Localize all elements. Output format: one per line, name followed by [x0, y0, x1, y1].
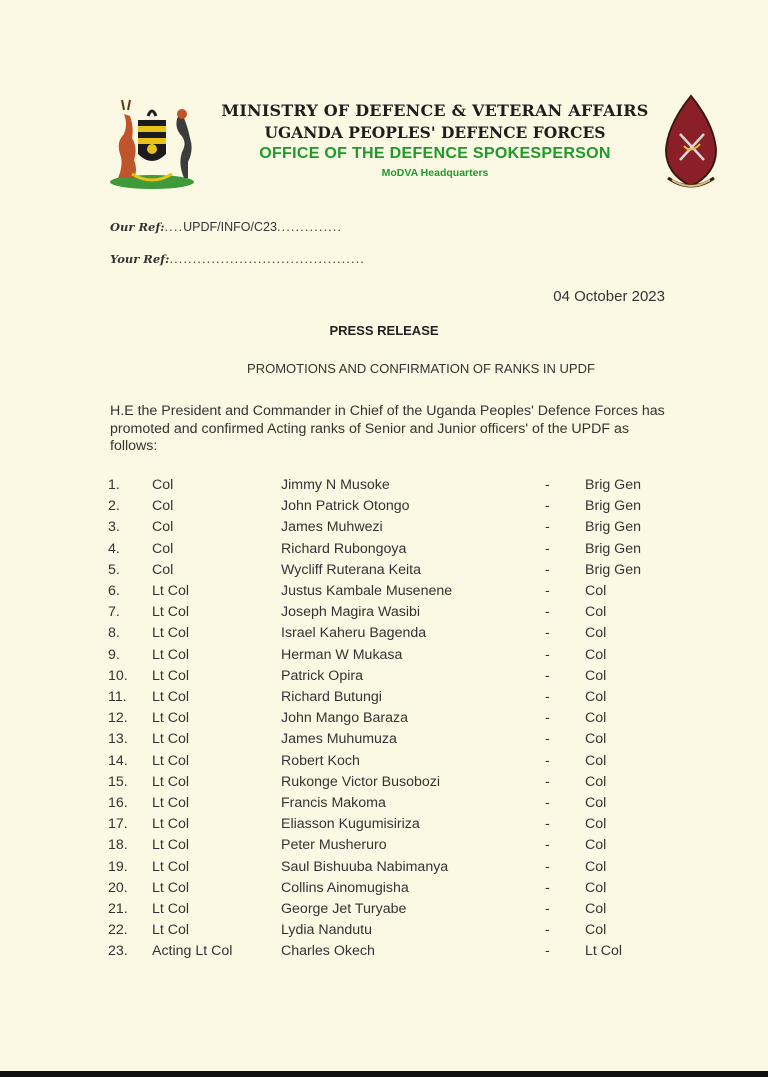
- item-number: 21.: [108, 901, 128, 917]
- new-rank: Col: [585, 816, 607, 833]
- item-number: 10.: [108, 667, 128, 684]
- list-item: [0, 625, 768, 646]
- officer-name: Israel Kaheru Bagenda: [281, 625, 427, 642]
- officer-name: John Mango Baraza: [281, 710, 408, 727]
- list-item: [0, 880, 768, 901]
- separator-dash: -: [545, 837, 550, 854]
- separator-dash: -: [545, 731, 550, 748]
- new-rank: Col: [585, 625, 607, 642]
- officer-name: James Muhwezi: [281, 519, 383, 536]
- current-rank: Col: [152, 519, 174, 536]
- separator-dash: -: [545, 646, 550, 663]
- new-rank: Col: [585, 731, 607, 748]
- new-rank: Col: [585, 752, 607, 769]
- officer-name: Richard Butungi: [281, 689, 382, 705]
- separator-dash: -: [545, 498, 550, 515]
- item-number: 23.: [108, 943, 128, 960]
- list-item: [0, 859, 768, 880]
- item-number: 12.: [108, 710, 128, 727]
- current-rank: Lt Col: [152, 837, 190, 854]
- current-rank: Lt Col: [152, 667, 190, 684]
- new-rank: Col: [585, 710, 607, 727]
- new-rank: Brig Gen: [585, 498, 641, 515]
- officer-name: Peter Musheruro: [281, 837, 387, 854]
- force-title: UGANDA PEOPLES' DEFENCE FORCES: [264, 123, 606, 142]
- new-rank: Col: [585, 646, 607, 663]
- bottom-edge: [0, 1071, 768, 1077]
- new-rank: Col: [585, 922, 607, 939]
- current-rank: Lt Col: [152, 625, 190, 642]
- current-rank: Acting Lt Col: [152, 943, 233, 960]
- list-item: [0, 837, 768, 858]
- officer-name: Jimmy N Musoke: [281, 477, 390, 493]
- current-rank: Col: [152, 561, 174, 578]
- separator-dash: -: [545, 477, 550, 493]
- release-date: 04 October 2023: [553, 288, 665, 305]
- list-item: [0, 710, 768, 731]
- new-rank: Brig Gen: [585, 561, 641, 578]
- current-rank: Lt Col: [152, 689, 190, 705]
- officer-name: Herman W Mukasa: [281, 646, 403, 663]
- list-item: [0, 498, 768, 519]
- our-ref-label: Our Ref:: [110, 220, 165, 234]
- current-rank: Lt Col: [152, 858, 190, 875]
- new-rank: Col: [585, 837, 607, 854]
- item-number: 4.: [108, 540, 120, 557]
- separator-dash: -: [545, 795, 550, 811]
- separator-dash: -: [545, 943, 550, 960]
- item-number: 14.: [108, 752, 128, 769]
- current-rank: Lt Col: [152, 583, 190, 599]
- item-number: 9.: [108, 646, 120, 663]
- current-rank: Lt Col: [152, 795, 190, 811]
- updf-emblem-icon: [660, 94, 722, 196]
- item-number: 16.: [108, 795, 128, 811]
- separator-dash: -: [545, 625, 550, 642]
- current-rank: Lt Col: [152, 752, 190, 769]
- new-rank: Col: [585, 858, 607, 875]
- current-rank: Lt Col: [152, 922, 190, 939]
- uganda-coat-of-arms-icon: [104, 94, 200, 192]
- officer-name: Robert Koch: [281, 752, 360, 769]
- officer-name: George Jet Turyabe: [281, 901, 407, 917]
- new-rank: Col: [585, 901, 607, 917]
- item-number: 7.: [108, 604, 120, 621]
- item-number: 15.: [108, 773, 128, 790]
- separator-dash: -: [545, 710, 550, 727]
- separator-dash: -: [545, 773, 550, 790]
- new-rank: Brig Gen: [585, 519, 641, 536]
- list-item: [0, 583, 768, 604]
- list-item: [0, 753, 768, 774]
- new-rank: Col: [585, 879, 607, 896]
- item-number: 18.: [108, 837, 128, 854]
- separator-dash: -: [545, 858, 550, 875]
- list-item: [0, 795, 768, 816]
- new-rank: Col: [585, 583, 607, 599]
- separator-dash: -: [545, 519, 550, 536]
- our-ref: Our Ref:....UPDF/INFO/C23..............: [110, 220, 343, 234]
- item-number: 17.: [108, 816, 128, 833]
- new-rank: Brig Gen: [585, 477, 641, 493]
- new-rank: Lt Col: [585, 943, 623, 960]
- officer-name: James Muhumuza: [281, 731, 397, 748]
- current-rank: Col: [152, 540, 174, 557]
- item-number: 1.: [108, 477, 120, 493]
- officer-name: Eliasson Kugumisiriza: [281, 816, 420, 833]
- separator-dash: -: [545, 922, 550, 939]
- officer-name: Justus Kambale Musenene: [281, 583, 453, 599]
- current-rank: Lt Col: [152, 646, 190, 663]
- item-number: 2.: [108, 498, 120, 515]
- our-ref-value: UPDF/INFO/C23: [183, 220, 277, 234]
- list-item: [0, 901, 768, 922]
- separator-dash: -: [545, 879, 550, 896]
- office-title: OFFICE OF THE DEFENCE SPOKESPERSON: [259, 145, 611, 162]
- current-rank: Lt Col: [152, 901, 190, 917]
- item-number: 19.: [108, 858, 128, 875]
- officer-name: Charles Okech: [281, 943, 375, 960]
- list-item: [0, 647, 768, 668]
- officer-name: Patrick Opira: [281, 667, 363, 684]
- current-rank: Lt Col: [152, 731, 190, 748]
- officer-name: Rukonge Victor Busobozi: [281, 773, 441, 790]
- list-item: [0, 668, 768, 689]
- officer-name: Joseph Magira Wasibi: [281, 604, 421, 621]
- your-ref: Your Ref:..........................................: [110, 252, 365, 266]
- officer-name: Saul Bishuuba Nabimanya: [281, 858, 449, 875]
- officer-name: Wycliff Ruterana Keita: [281, 561, 421, 578]
- list-item: [0, 689, 768, 710]
- officer-name: John Patrick Otongo: [281, 498, 410, 515]
- item-number: 5.: [108, 561, 120, 578]
- ministry-title: MINISTRY OF DEFENCE & VETERAN AFFAIRS: [221, 101, 649, 120]
- list-item: [0, 731, 768, 752]
- item-number: 13.: [108, 731, 128, 748]
- list-item: [0, 816, 768, 837]
- item-number: 3.: [108, 519, 120, 536]
- list-item: [0, 922, 768, 943]
- list-item: [0, 541, 768, 562]
- list-item: [0, 943, 768, 964]
- officer-name: Collins Ainomugisha: [281, 879, 409, 896]
- separator-dash: -: [545, 561, 550, 578]
- separator-dash: -: [545, 540, 550, 557]
- separator-dash: -: [545, 604, 550, 621]
- item-number: 20.: [108, 879, 128, 896]
- new-rank: Col: [585, 604, 607, 621]
- hq-subtitle: MoDVA Headquarters: [381, 167, 489, 179]
- current-rank: Lt Col: [152, 816, 190, 833]
- separator-dash: -: [545, 583, 550, 599]
- new-rank: Col: [585, 773, 607, 790]
- subject-line: PROMOTIONS AND CONFIRMATION OF RANKS IN UPDF: [247, 361, 595, 376]
- current-rank: Lt Col: [152, 879, 190, 896]
- item-number: 11.: [108, 689, 127, 705]
- current-rank: Lt Col: [152, 773, 190, 790]
- item-number: 8.: [108, 625, 120, 642]
- your-ref-label: Your Ref:: [110, 252, 170, 266]
- current-rank: Lt Col: [152, 604, 190, 621]
- separator-dash: -: [545, 901, 550, 917]
- separator-dash: -: [545, 816, 550, 833]
- separator-dash: -: [545, 689, 550, 705]
- intro-paragraph: H.E the President and Commander in Chief of the Uganda Peoples' Defence Forces has promoted and confirmed Acting ranks of Senior and Junior officers' of the UPDF as follows:: [110, 403, 665, 454]
- new-rank: Col: [585, 795, 607, 811]
- new-rank: Col: [585, 689, 607, 705]
- officer-name: Richard Rubongoya: [281, 540, 407, 557]
- list-item: [0, 604, 768, 625]
- list-item: [0, 562, 768, 583]
- new-rank: Col: [585, 667, 607, 684]
- current-rank: Col: [152, 477, 174, 493]
- press-release-heading: PRESS RELEASE: [329, 323, 439, 338]
- separator-dash: -: [545, 667, 550, 684]
- officer-name: Lydia Nandutu: [281, 922, 372, 939]
- separator-dash: -: [545, 752, 550, 769]
- item-number: 22.: [108, 922, 128, 939]
- current-rank: Lt Col: [152, 710, 190, 727]
- list-item: [0, 477, 768, 498]
- list-item: [0, 774, 768, 795]
- item-number: 6.: [108, 583, 120, 599]
- officer-name: Francis Makoma: [281, 795, 386, 811]
- new-rank: Brig Gen: [585, 540, 641, 557]
- current-rank: Col: [152, 498, 174, 515]
- list-item: [0, 519, 768, 540]
